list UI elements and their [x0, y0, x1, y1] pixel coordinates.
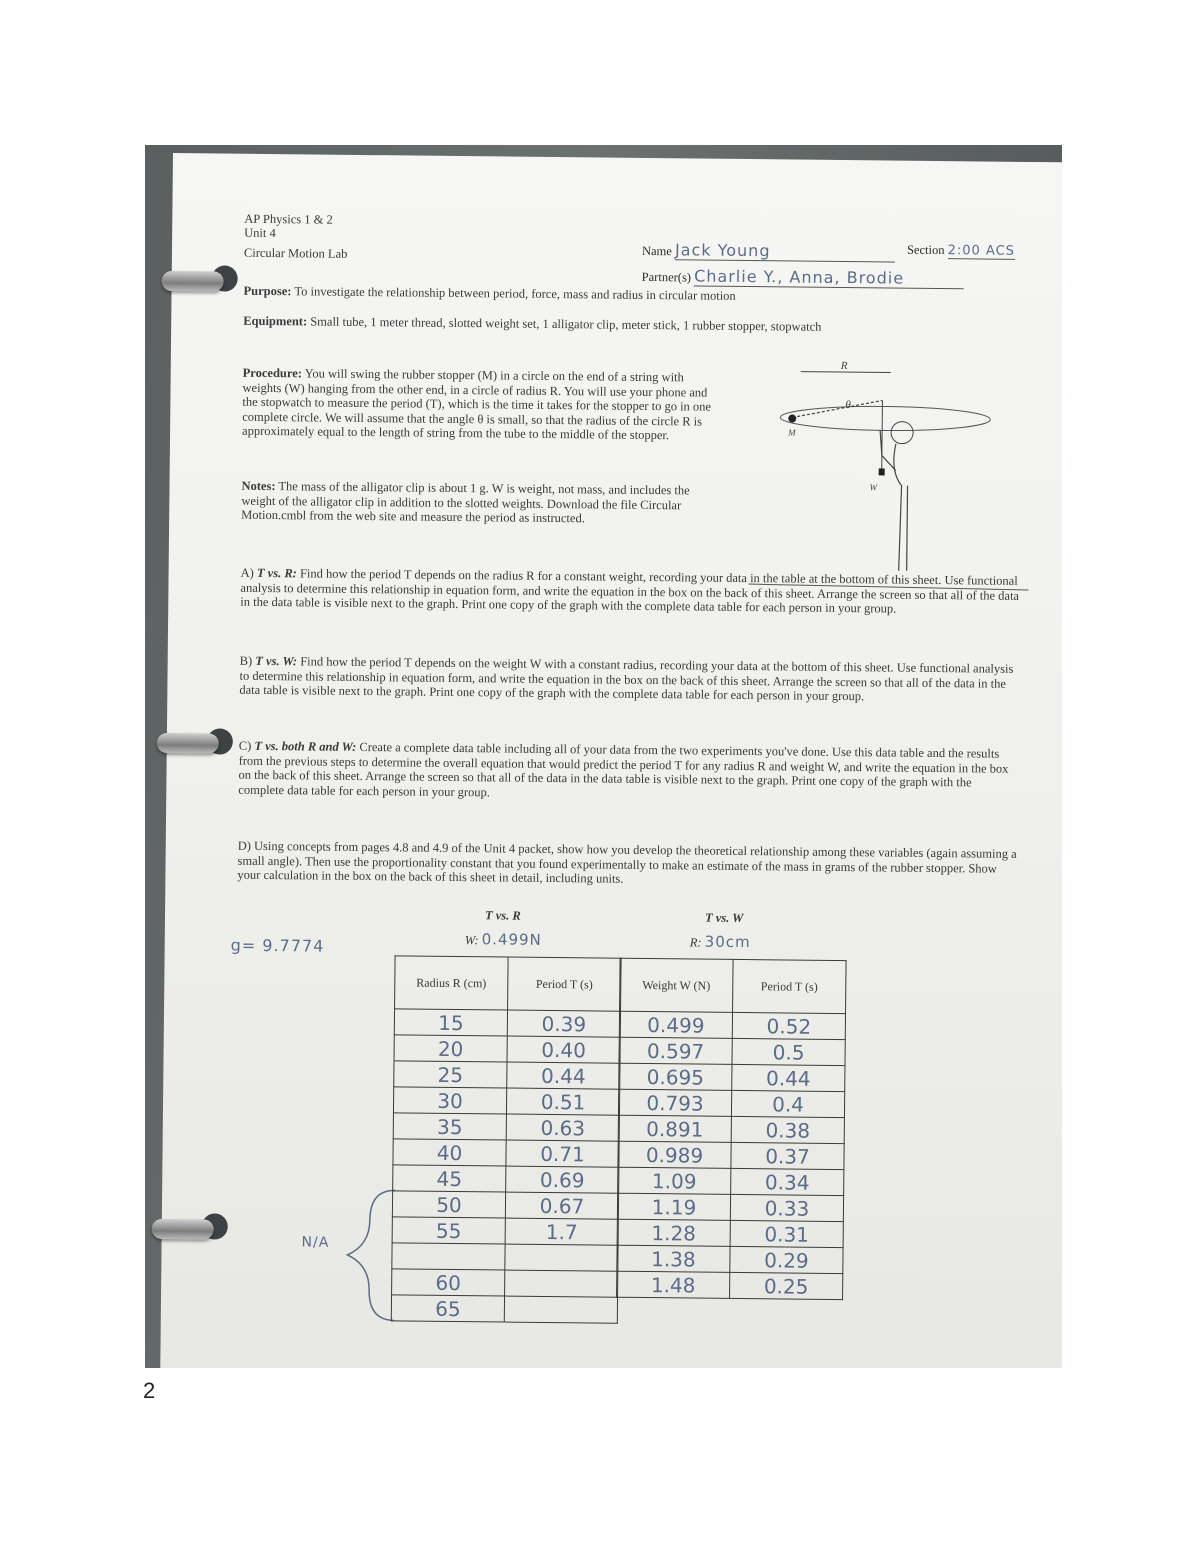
- step-d: [237, 839, 1017, 891]
- table-row: [393, 1139, 619, 1167]
- step-b: [239, 654, 1019, 706]
- table-cell-period: 0.44: [507, 1062, 620, 1089]
- gravity-note: g= 9.7774: [230, 935, 325, 956]
- table-cell-period: 0.63: [506, 1114, 619, 1141]
- step-a-text: Find how the period T depends on the radius R for a constant weight, recording your data in the table at the bottom of this sheet. Use functional analysis to determine this relationship in equation form, and write the equation in the box on the back of this sheet. Arrange the screen so that all of the data in the data table is visible next to the graph. Print one copy of the graph with the complete data table for each person in your group.: [240, 566, 1020, 616]
- table-cell-period: 0.4: [731, 1090, 844, 1117]
- table-w-const-value: 30cm: [704, 932, 751, 952]
- table-row: [392, 1269, 618, 1297]
- table-row: [391, 1295, 617, 1323]
- table-cell-x: 1.28: [617, 1219, 730, 1246]
- header-weight: Weight W (N): [620, 958, 734, 1012]
- binder-ring: [152, 1219, 214, 1240]
- radius-label: R: [840, 360, 848, 373]
- table-cell-period: 0.33: [730, 1194, 843, 1221]
- table-header-row: [620, 958, 847, 1013]
- table-row: [392, 1243, 618, 1271]
- table-cell-x: [392, 1243, 505, 1270]
- mass-label: M: [788, 427, 796, 438]
- unit-label: Unit 4: [244, 225, 276, 241]
- worksheet-page: [160, 153, 1062, 1368]
- step-a: [240, 566, 1020, 618]
- table-cell-x: 0.989: [618, 1141, 731, 1168]
- table-cell-x: 20: [394, 1035, 507, 1062]
- header-radius: Radius R (cm): [395, 956, 509, 1010]
- table-cell-x: 1.19: [617, 1193, 730, 1220]
- table-t-vs-r: [391, 955, 622, 1323]
- table-cell-period: 0.29: [730, 1246, 843, 1273]
- table-cell-x: 55: [392, 1217, 505, 1244]
- binder-ring: [162, 271, 224, 292]
- table-row: [394, 1061, 620, 1089]
- theta-label: θ: [845, 399, 851, 412]
- section-label: Section: [906, 242, 945, 258]
- table-w-const-label: R:: [689, 935, 702, 950]
- table-row: [618, 1089, 844, 1117]
- table-cell-period: 0.51: [506, 1088, 619, 1115]
- table-row: [619, 1063, 845, 1091]
- table-r-constant: [465, 932, 542, 948]
- table-row: [617, 1193, 843, 1221]
- weight-label: W: [869, 482, 878, 493]
- procedure-text: You will swing the rubber stopper (M) in a circle on the end of a string with weights (W) hanging from the other end, in a circle of radius R. You will use your phone and the stopwatch to measure the period (T), which is the time it takes for the stopper to go in one complete circle. We will assume that the angle θ is small, so that the radius of the circle R is approximately equal to the length of string from the tube to the middle of the stopper.: [242, 366, 712, 443]
- table-cell-period: 0.52: [732, 1012, 845, 1039]
- lab-title: Circular Motion Lab: [243, 245, 348, 261]
- step-b-title: T vs. W:: [255, 653, 298, 669]
- step-c-title: T vs. both R and W:: [254, 738, 357, 754]
- table-cell-period: [505, 1270, 618, 1297]
- table-cell-period: 0.71: [506, 1140, 619, 1167]
- table-row: [619, 1037, 845, 1065]
- partners-field: [642, 266, 965, 289]
- purpose-text: To investigate the relationship between period, force, mass and radius in circular motion: [294, 284, 736, 303]
- table-cell-x: 0.695: [619, 1063, 732, 1090]
- purpose-label: Purpose:: [243, 283, 292, 299]
- header-period: Period T (s): [733, 959, 847, 1013]
- table-r-const-label: W:: [464, 933, 479, 948]
- table-t-vs-w: [616, 958, 847, 1300]
- table-cell-period: 0.31: [730, 1220, 843, 1247]
- table-cell-x: 0.891: [618, 1115, 731, 1142]
- table-w-title: T vs. W: [704, 910, 744, 926]
- table-row: [617, 1271, 843, 1299]
- table-row: [618, 1167, 844, 1195]
- table-cell-x: 15: [394, 1009, 507, 1036]
- table-cell-x: 35: [393, 1113, 506, 1140]
- table-cell-x: 60: [392, 1269, 505, 1296]
- table-cell-x: 0.793: [618, 1089, 731, 1116]
- table-row: [393, 1113, 619, 1141]
- table-cell-period: 0.69: [506, 1166, 619, 1193]
- binder-ring: [157, 733, 219, 754]
- notes-text: The mass of the alligator clip is about 1 g. W is weight, not mass, and includes the weight of the alligator clip in addition to the slotted weights. Download the file Circular Motion.cmbl from the web site and measure the period as instructed.: [241, 479, 690, 526]
- table-w-constant: [690, 934, 751, 950]
- table-cell-period: 1.7: [505, 1218, 618, 1245]
- table-row: [618, 1141, 844, 1169]
- table-cell-period: [505, 1244, 618, 1271]
- page-number: 2: [143, 1378, 156, 1403]
- table-cell-x: 1.09: [618, 1167, 731, 1194]
- document-photo: [145, 145, 1062, 1368]
- person-head: [891, 422, 913, 444]
- table-r-const-value: 0.499N: [481, 930, 542, 949]
- table-row: [617, 1245, 843, 1273]
- table-row: [394, 1035, 620, 1063]
- course-title: AP Physics 1 & 2: [244, 211, 333, 227]
- equipment-text: Small tube, 1 meter thread, slotted weight set, 1 alligator clip, meter stick, 1 rubber stopper, stopwatch: [310, 314, 822, 334]
- apparatus-diagram: [728, 359, 1050, 597]
- orbit-ellipse: [780, 405, 990, 431]
- header-period: Period T (s): [508, 957, 622, 1011]
- table-row: [392, 1191, 618, 1219]
- table-row: [617, 1219, 843, 1247]
- procedure: [242, 366, 713, 443]
- step-a-title: T vs. R:: [256, 565, 297, 581]
- table-cell-x: 30: [393, 1087, 506, 1114]
- table-cell-period: 0.25: [730, 1272, 843, 1299]
- table-r-title: T vs. R: [484, 908, 521, 923]
- table-cell-x: 1.38: [617, 1245, 730, 1272]
- partners-label: Partner(s): [641, 269, 692, 285]
- table-cell-x: 0.499: [619, 1011, 732, 1038]
- table-cell-x: 25: [394, 1061, 507, 1088]
- table-cell-period: 0.40: [507, 1036, 620, 1063]
- table-cell-x: 40: [393, 1139, 506, 1166]
- table-cell-x: 50: [392, 1191, 505, 1218]
- step-c-text: Create a complete data table including all of your data from the two experiments you've done. Use this data table and the results from the previous steps to determine the overall equation that would predict the period T for any radius R and weight W, and write the equation in the box on the back of this sheet. Arrange the screen so that all of the data in the data table is visible next to the graph. Print one copy of the graph with the complete data table for each person in your group.: [238, 739, 1009, 799]
- step-d-text: Using concepts from pages 4.8 and 4.9 of the Unit 4 packet, show how you develop the theoretical relationship among these variables (again assuming a small angle). Then use the proportionality constant that you found experimentally to make an estimate of the mass in grams of the rubber stopper. Show your calculation in the box on the back of this sheet in detail, including units.: [237, 838, 1017, 886]
- table-row: [393, 1087, 619, 1115]
- section-value: 2:00 ACS: [947, 243, 1016, 259]
- person-body: [879, 430, 908, 570]
- name-field: [642, 240, 895, 263]
- table-cell-period: 0.34: [731, 1168, 844, 1195]
- step-d-letter: D): [237, 838, 252, 853]
- table-cell-period: [504, 1296, 617, 1323]
- hanging-weight: [879, 468, 885, 475]
- step-c-letter: C): [238, 738, 252, 753]
- table-cell-period: 0.38: [731, 1116, 844, 1143]
- tube-line: [882, 400, 883, 470]
- table-cell-x: 45: [393, 1165, 506, 1192]
- notes-label: Notes:: [241, 478, 276, 494]
- table-row: [618, 1115, 844, 1143]
- step-b-text: Find how the period T depends on the weight W with a constant radius, recording your data at the bottom of this sheet. Use functional analysis to determine this relationship in equation form, and write the equation in the box on the back of this sheet. Arrange the screen so that all of the data in the data table is visible next to the graph. Print one copy of the graph with the complete data table for each person in your group.: [239, 654, 1014, 704]
- table-row: [393, 1165, 619, 1193]
- table-row: [392, 1217, 618, 1245]
- string-line: [792, 400, 882, 419]
- equipment-label: Equipment:: [243, 313, 308, 329]
- table-cell-x: 65: [391, 1295, 504, 1322]
- table-cell-period: 0.67: [505, 1192, 618, 1219]
- table-row: [619, 1011, 845, 1039]
- table-cell-period: 0.5: [732, 1038, 845, 1065]
- section-field: [907, 243, 1015, 260]
- step-a-letter: A): [240, 565, 254, 580]
- table-cell-period: 0.44: [732, 1064, 845, 1091]
- equipment: [243, 314, 1043, 337]
- procedure-label: Procedure:: [242, 365, 303, 381]
- stopper-mass: [788, 414, 796, 422]
- table-cell-x: 0.597: [619, 1037, 732, 1064]
- partners-value: Charlie Y., Anna, Brodie: [694, 266, 964, 289]
- notes: [241, 479, 711, 527]
- table-header-row: [395, 956, 622, 1011]
- name-value: Jack Young: [675, 240, 895, 262]
- table-cell-period: 0.37: [731, 1142, 844, 1169]
- step-c: [238, 739, 1019, 805]
- table-cell-x: 1.48: [617, 1271, 730, 1298]
- na-note: N/A: [301, 1234, 330, 1251]
- name-label: Name: [641, 243, 672, 259]
- table-cell-period: 0.39: [507, 1010, 620, 1037]
- step-b-letter: B): [239, 653, 253, 668]
- table-row: [394, 1009, 620, 1037]
